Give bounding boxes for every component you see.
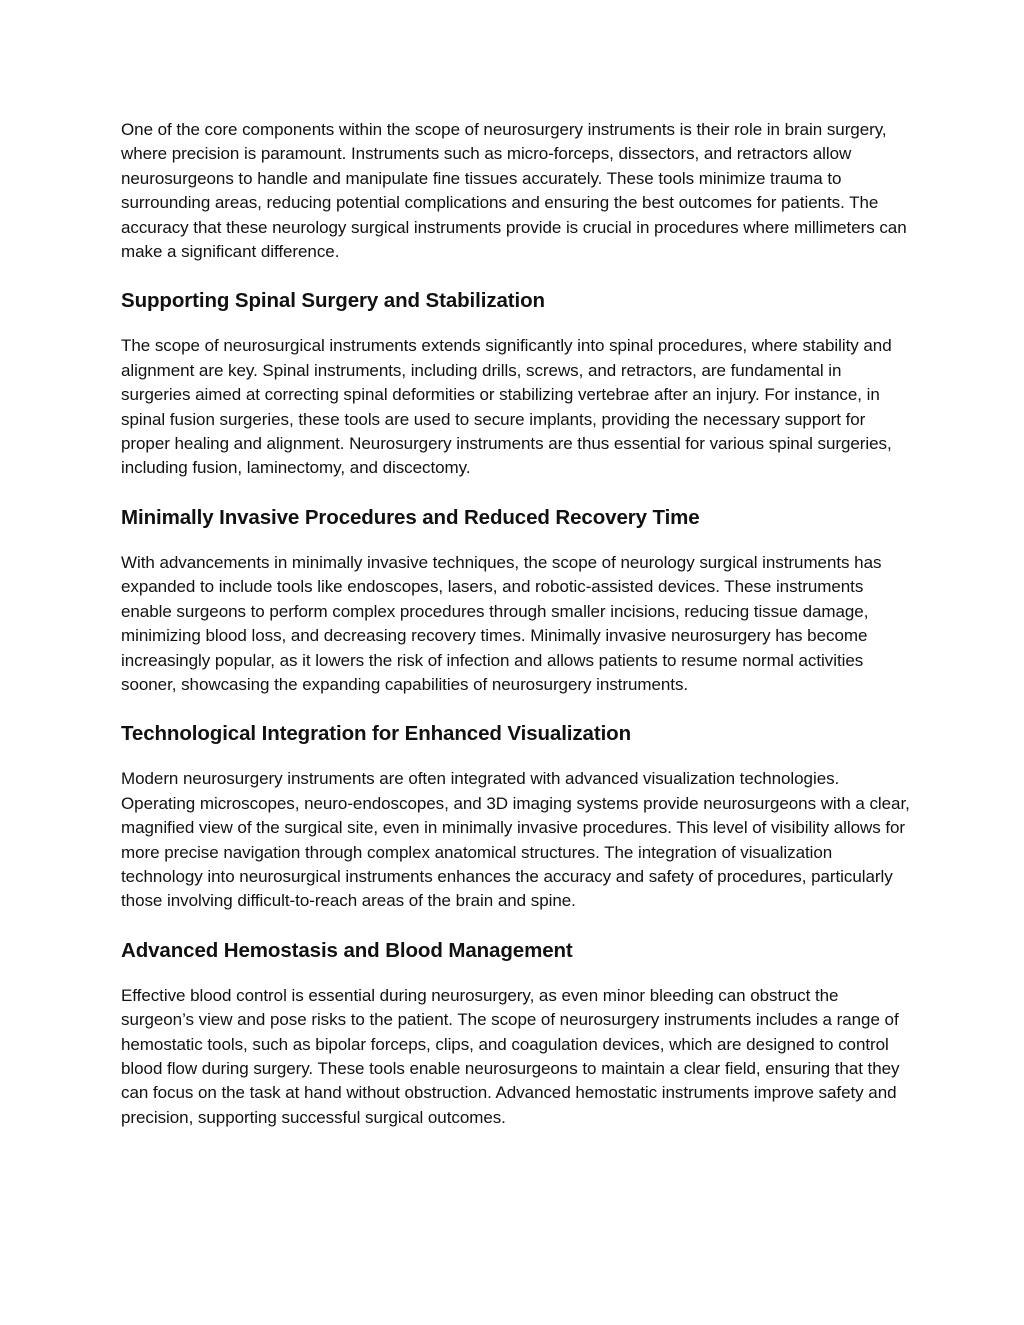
section-heading-minimally-invasive: Minimally Invasive Procedures and Reduced Recovery Time [121, 505, 700, 529]
section-heading-visualization: Technological Integration for Enhanced Visualization [121, 722, 632, 746]
section-paragraph-minimally-invasive: With advancements in minimally invasive techniques, the scope of neurology surgical instruments has expanded to include tools like endoscopes, lasers, and robotic-assisted devices. These instruments enable surgeons to perform complex procedures through smaller incisions, reducing tissue damage, minimizing blood loss, and decreasing recovery times. Minimally invasive neurosurgery has become increasingly popular, as it lowers the risk of infection and allows patients to resume normal activities sooner, showcasing the expanding capabilities of neurosurgery instruments. [121, 552, 882, 694]
section-heading-hemostasis: Advanced Hemostasis and Blood Management [121, 938, 573, 962]
intro-paragraph: One of the core components within the scope of neurosurgery instruments is their role in brain surgery, where precision is paramount. Instruments such as micro-forceps, dissectors, and retractors allow neurosurgeons to handle and manipulate fine tissues accurately. These tools minimize trauma to surrounding areas, reducing potential complications and ensuring the best outcomes for patients. The accuracy that these neurology surgical instruments provide is crucial in procedures where millimeters can make a significant difference. [121, 120, 907, 262]
section-paragraph-visualization: Modern neurosurgery instruments are often integrated with advanced visualization technologies. Operating microscopes, neuro-endoscopes, and 3D imaging systems provide neurosurgeons with a clear, magnified view of the surgical site, even in minimally invasive procedures. This level of visibility allows for more precise navigation through complex anatomical structures. The integration of visualization technology into neurosurgical instruments enhances the accuracy and safety of procedures, particularly those involving difficult-to-reach areas of the brain and spine. [121, 769, 910, 911]
section-heading-spinal-surgery: Supporting Spinal Surgery and Stabilization [121, 289, 545, 313]
document-page [121, 118, 911, 1130]
section-paragraph-hemostasis: Effective blood control is essential during neurosurgery, as even minor bleeding can obstruct the surgeon’s view and pose risks to the patient. The scope of neurosurgery instruments includes a range of hemostatic tools, such as bipolar forceps, clips, and coagulation devices, which are designed to control blood flow during surgery. These tools enable neurosurgeons to maintain a clear field, ensuring that they can focus on the task at hand without obstruction. Advanced hemostatic instruments improve safety and precision, supporting successful surgical outcomes. [121, 985, 900, 1127]
section-paragraph-spinal-surgery: The scope of neurosurgical instruments extends significantly into spinal procedures, where stability and alignment are key. Spinal instruments, including drills, screws, and retractors, are fundamental in surgeries aimed at correcting spinal deformities or stabilizing vertebrae after an injury. For instance, in spinal fusion surgeries, these tools are used to secure implants, providing the necessary support for proper healing and alignment. Neurosurgery instruments are thus essential for various spinal surgeries, including fusion, laminectomy, and discectomy. [121, 336, 892, 478]
